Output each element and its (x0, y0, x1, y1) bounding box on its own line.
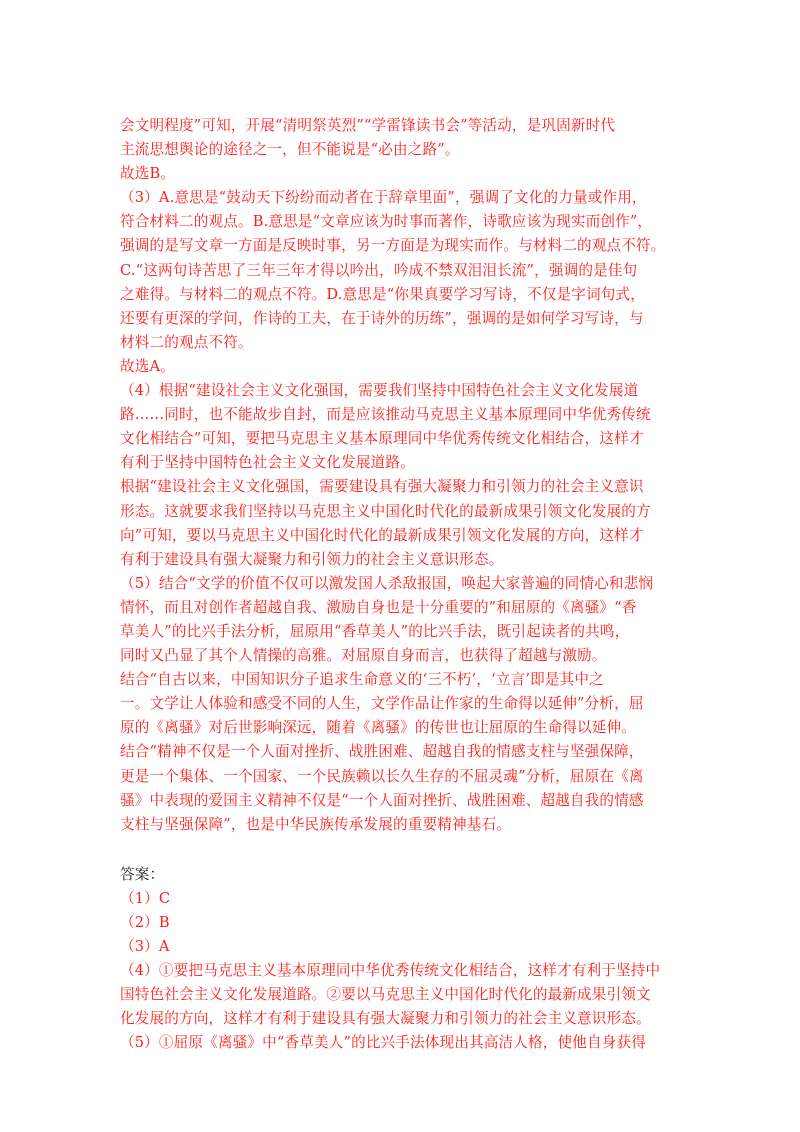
analysis-line: 一。文学让人体验和感受不同的人生，文学作品让作家的生命得以延伸”分析，屈 (120, 695, 644, 713)
analysis-line: 骚》中表现的爱国主义精神不仅是“一个人面对挫折、战胜困难、超越自我的情感 (120, 791, 644, 809)
answer-line: （1）C (120, 889, 171, 907)
analysis-line: 之难得。与材料二的观点不符。D.意思是“你果真要学习写诗，不仅是字词句式， (120, 285, 646, 303)
analysis-section (120, 114, 685, 837)
analysis-line: 还要有更深的学问，作诗的工夫，在于诗外的历练”，强调的是如何学习写诗，与 (120, 309, 644, 327)
answer-line: 化发展的方向，这样才有利于建设具有强大凝聚力和引领力的社会主义意识形态。 (120, 1010, 651, 1028)
analysis-line: 结合“自古以来，中国知识分子追求生命意义的‘三不朽’，‘立言’即是其中之 (120, 671, 604, 689)
analysis-line: 文化相结合”可知，要把马克思主义基本原理同中华优秀传统文化相结合，这样才 (120, 430, 644, 448)
section-gap (120, 837, 685, 863)
analysis-line: 故选B。 (120, 165, 176, 183)
analysis-line: 有利于坚持中国特色社会主义文化发展道路。 (120, 454, 415, 472)
analysis-line: 支柱与坚强保障”，也是中华民族传承发展的重要精神基石。 (120, 815, 511, 833)
answer-section (120, 863, 685, 1056)
analysis-line: 向”可知，要以马克思主义中国化时代化的最新成果引领文化发展的方向，这样才 (120, 526, 644, 544)
answer-line: 国特色社会主义文化发展道路。②要以马克思主义中国化时代化的最新成果引领文 (120, 986, 651, 1004)
answer-line: （4）①要把马克思主义基本原理同中华优秀传统文化相结合，这样才有利于坚持中 (120, 962, 661, 980)
analysis-line: 会文明程度”可知，开展“清明祭英烈”“学雷锋读书会”等活动，是巩固新时代 (120, 117, 616, 134)
analysis-line: 情怀，而且对创作者超越自我、激励自身也是十分重要的”和屈原的《离骚》“香 (120, 598, 637, 616)
analysis-line: 主流思想舆论的途径之一，但不能说是“必由之路”。 (120, 141, 460, 159)
analysis-line: C.“这两句诗苦思了三年三年才得以吟出，吟成不禁双泪泪长流”，强调的是佳句 (120, 261, 638, 279)
answer-line: （3）A (120, 938, 170, 956)
analysis-line: （3）A.意思是“鼓动天下纷纷而动者在于辞章里面”，强调了文化的力量或作用， (120, 189, 647, 207)
analysis-line: 原的《离骚》对后世影响深远，随着《离骚》的传世也让屈原的生命得以延伸。 (120, 719, 637, 737)
analysis-line: 草美人”的比兴手法分析，屈原用“香草美人”的比兴手法，既引起读者的共鸣， (120, 622, 630, 640)
analysis-line: （4）根据“建设社会主义文化强国，需要我们坚持中国特色社会主义文化发展道 (120, 382, 639, 400)
answer-line: （5）①屈原《离骚》中“香草美人”的比兴手法体现出其高洁人格，使他自身获得 (120, 1034, 646, 1052)
document-page (120, 114, 685, 1056)
analysis-line: 结合“精神不仅是一个人面对挫折、战胜困难、超越自我的情感支柱与坚强保障， (120, 743, 644, 761)
analysis-line: 路……同时，也不能故步自封，而是应该推动马克思主义基本原理同中华优秀传统 (120, 406, 651, 424)
analysis-line: 有利于建设具有强大凝聚力和引领力的社会主义意识形态。 (120, 550, 504, 568)
analysis-line: 材料二的观点不符。 (120, 333, 253, 351)
analysis-line: 根据“建设社会主义文化强国，需要建设具有强大凝聚力和引领力的社会主义意识 (120, 478, 644, 496)
analysis-line: 故选A。 (120, 357, 175, 375)
answer-line: （2）B (120, 914, 170, 931)
analysis-line: 形态。这就要求我们坚持以马克思主义中国化时代化的最新成果引领文化发展的方 (120, 502, 651, 520)
analysis-line: （5）结合“文学的价值不仅可以激发国人杀敌报国，唤起大家普遍的同情心和悲悯 (120, 574, 654, 592)
analysis-line: 更是一个集体、一个国家、一个民族赖以长久生存的不屈灵魂”分析，屈原在《离 (120, 767, 644, 785)
analysis-line: 符合材料二的观点。B.意思是“文章应该为时事而著作，诗歌应该为现实而创作”， (120, 213, 653, 231)
analysis-line: 同时又凸显了其个人情操的高雅。对屈原自身而言，也获得了超越与激励。 (120, 647, 607, 665)
analysis-line: 强调的是写文章一方面是反映时事，另一方面是为现实而作。与材料二的观点不符。 (120, 237, 666, 255)
answer-heading: 答案： (120, 865, 165, 883)
